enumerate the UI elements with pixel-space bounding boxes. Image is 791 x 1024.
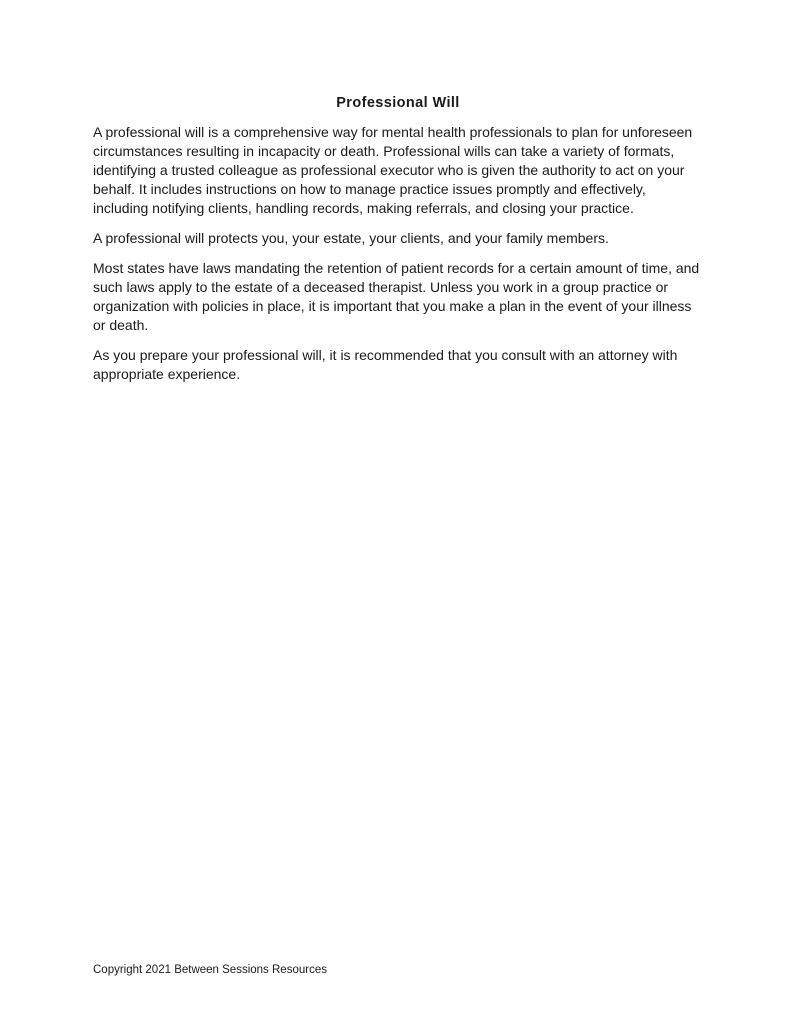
page-title: Professional Will — [336, 95, 460, 111]
paragraph-state-laws: Most states have laws mandating the retention of patient records for a certain amount of time, and such laws apply to the estate of a deceased therapist. Unless you work in a group practice or organization with policies in place, it is important that you make a plan in the event of your illness or death. — [93, 260, 700, 333]
copyright-footer: Copyright 2021 Between Sessions Resources — [93, 964, 327, 976]
paragraph-protection: A professional will protects you, your estate, your clients, and your family members. — [93, 230, 609, 246]
paragraph-intro: A professional will is a comprehensive way for mental health professionals to plan for unforeseen circumstances resulting in incapacity or death. Professional wills can take a variety of formats, identifying a trusted colleague as professional executor who is given the authority to act on your behalf. It includes instructions on how to manage practice issues promptly and effectively, including notifying clients, handling records, making referrals, and closing your practice. — [93, 124, 693, 216]
paragraph-attorney: As you prepare your professional will, it is recommended that you consult with an attorney with appropriate experience. — [93, 347, 678, 382]
document-body — [93, 93, 703, 395]
